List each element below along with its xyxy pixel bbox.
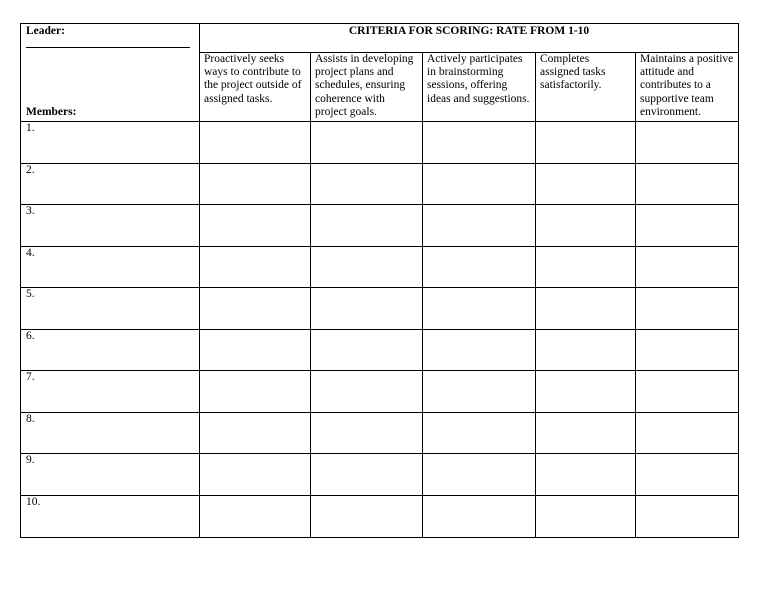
score-cell[interactable]: [200, 164, 311, 205]
score-cell[interactable]: [536, 454, 636, 496]
criterion-header: Assists in developing project plans and schedules, ensuring coherence with project goals.: [311, 53, 423, 122]
score-cell[interactable]: [636, 496, 739, 538]
member-number: 1.: [21, 122, 200, 164]
member-row: [21, 330, 739, 371]
score-cell[interactable]: [423, 247, 536, 288]
score-cell[interactable]: [200, 454, 311, 496]
score-cell[interactable]: [536, 413, 636, 454]
score-cell[interactable]: [200, 288, 311, 330]
member-number: 9.: [21, 454, 200, 496]
score-cell[interactable]: [311, 330, 423, 371]
score-cell[interactable]: [423, 205, 536, 247]
score-cell[interactable]: [423, 288, 536, 330]
score-cell[interactable]: [636, 205, 739, 247]
member-number: 6.: [21, 330, 200, 371]
score-cell[interactable]: [536, 122, 636, 164]
criterion-header: Actively participates in brainstorming sessions, offering ideas and suggestions.: [423, 53, 536, 122]
member-number: 3.: [21, 205, 200, 247]
score-cell[interactable]: [311, 496, 423, 538]
member-row: [21, 122, 739, 164]
member-row: [21, 288, 739, 330]
leader-members-cell: [21, 24, 200, 122]
member-row: [21, 413, 739, 454]
score-cell[interactable]: [636, 330, 739, 371]
score-cell[interactable]: [423, 413, 536, 454]
score-cell[interactable]: [311, 371, 423, 413]
member-row: [21, 496, 739, 538]
member-number: 2.: [21, 164, 200, 205]
score-cell[interactable]: [536, 164, 636, 205]
score-cell[interactable]: [636, 164, 739, 205]
score-cell[interactable]: [536, 288, 636, 330]
score-cell[interactable]: [311, 413, 423, 454]
score-cell[interactable]: [536, 371, 636, 413]
score-cell[interactable]: [636, 413, 739, 454]
score-cell[interactable]: [423, 454, 536, 496]
member-row: [21, 164, 739, 205]
member-number: 10.: [21, 496, 200, 538]
member-row: [21, 371, 739, 413]
score-cell[interactable]: [536, 205, 636, 247]
score-cell[interactable]: [311, 122, 423, 164]
member-number: 7.: [21, 371, 200, 413]
score-cell[interactable]: [311, 164, 423, 205]
score-cell[interactable]: [636, 288, 739, 330]
score-cell[interactable]: [311, 205, 423, 247]
score-cell[interactable]: [200, 247, 311, 288]
score-cell[interactable]: [536, 330, 636, 371]
criterion-header: Proactively seeks ways to contribute to the project outside of assigned tasks.: [200, 53, 311, 122]
score-cell[interactable]: [311, 247, 423, 288]
scoring-sheet: [20, 23, 738, 539]
score-cell[interactable]: [536, 496, 636, 538]
score-cell[interactable]: [200, 371, 311, 413]
score-cell[interactable]: [423, 371, 536, 413]
member-row: [21, 205, 739, 247]
score-cell[interactable]: [200, 496, 311, 538]
score-cell[interactable]: [200, 122, 311, 164]
member-row: [21, 247, 739, 288]
score-cell[interactable]: [311, 288, 423, 330]
member-number: 4.: [21, 247, 200, 288]
score-cell[interactable]: [200, 205, 311, 247]
score-cell[interactable]: [423, 122, 536, 164]
score-cell[interactable]: [423, 164, 536, 205]
score-cell[interactable]: [423, 330, 536, 371]
score-cell[interactable]: [636, 371, 739, 413]
leader-label: Leader:: [26, 25, 65, 37]
members-label: Members:: [26, 105, 77, 118]
score-cell[interactable]: [311, 454, 423, 496]
score-cell[interactable]: [636, 122, 739, 164]
score-cell[interactable]: [200, 413, 311, 454]
score-cell[interactable]: [423, 496, 536, 538]
member-row: [21, 454, 739, 496]
criteria-title: CRITERIA FOR SCORING: RATE FROM 1-10: [200, 24, 739, 53]
score-cell[interactable]: [536, 247, 636, 288]
criterion-header: Completes assigned tasks satisfactorily.: [536, 53, 636, 122]
leader-signature-line[interactable]: [26, 47, 190, 48]
member-number: 8.: [21, 413, 200, 454]
score-cell[interactable]: [200, 330, 311, 371]
member-number: 5.: [21, 288, 200, 330]
criterion-header: Maintains a positive attitude and contributes to a supportive team environment.: [636, 53, 739, 122]
score-cell[interactable]: [636, 454, 739, 496]
scoring-table: [20, 23, 739, 538]
score-cell[interactable]: [636, 247, 739, 288]
